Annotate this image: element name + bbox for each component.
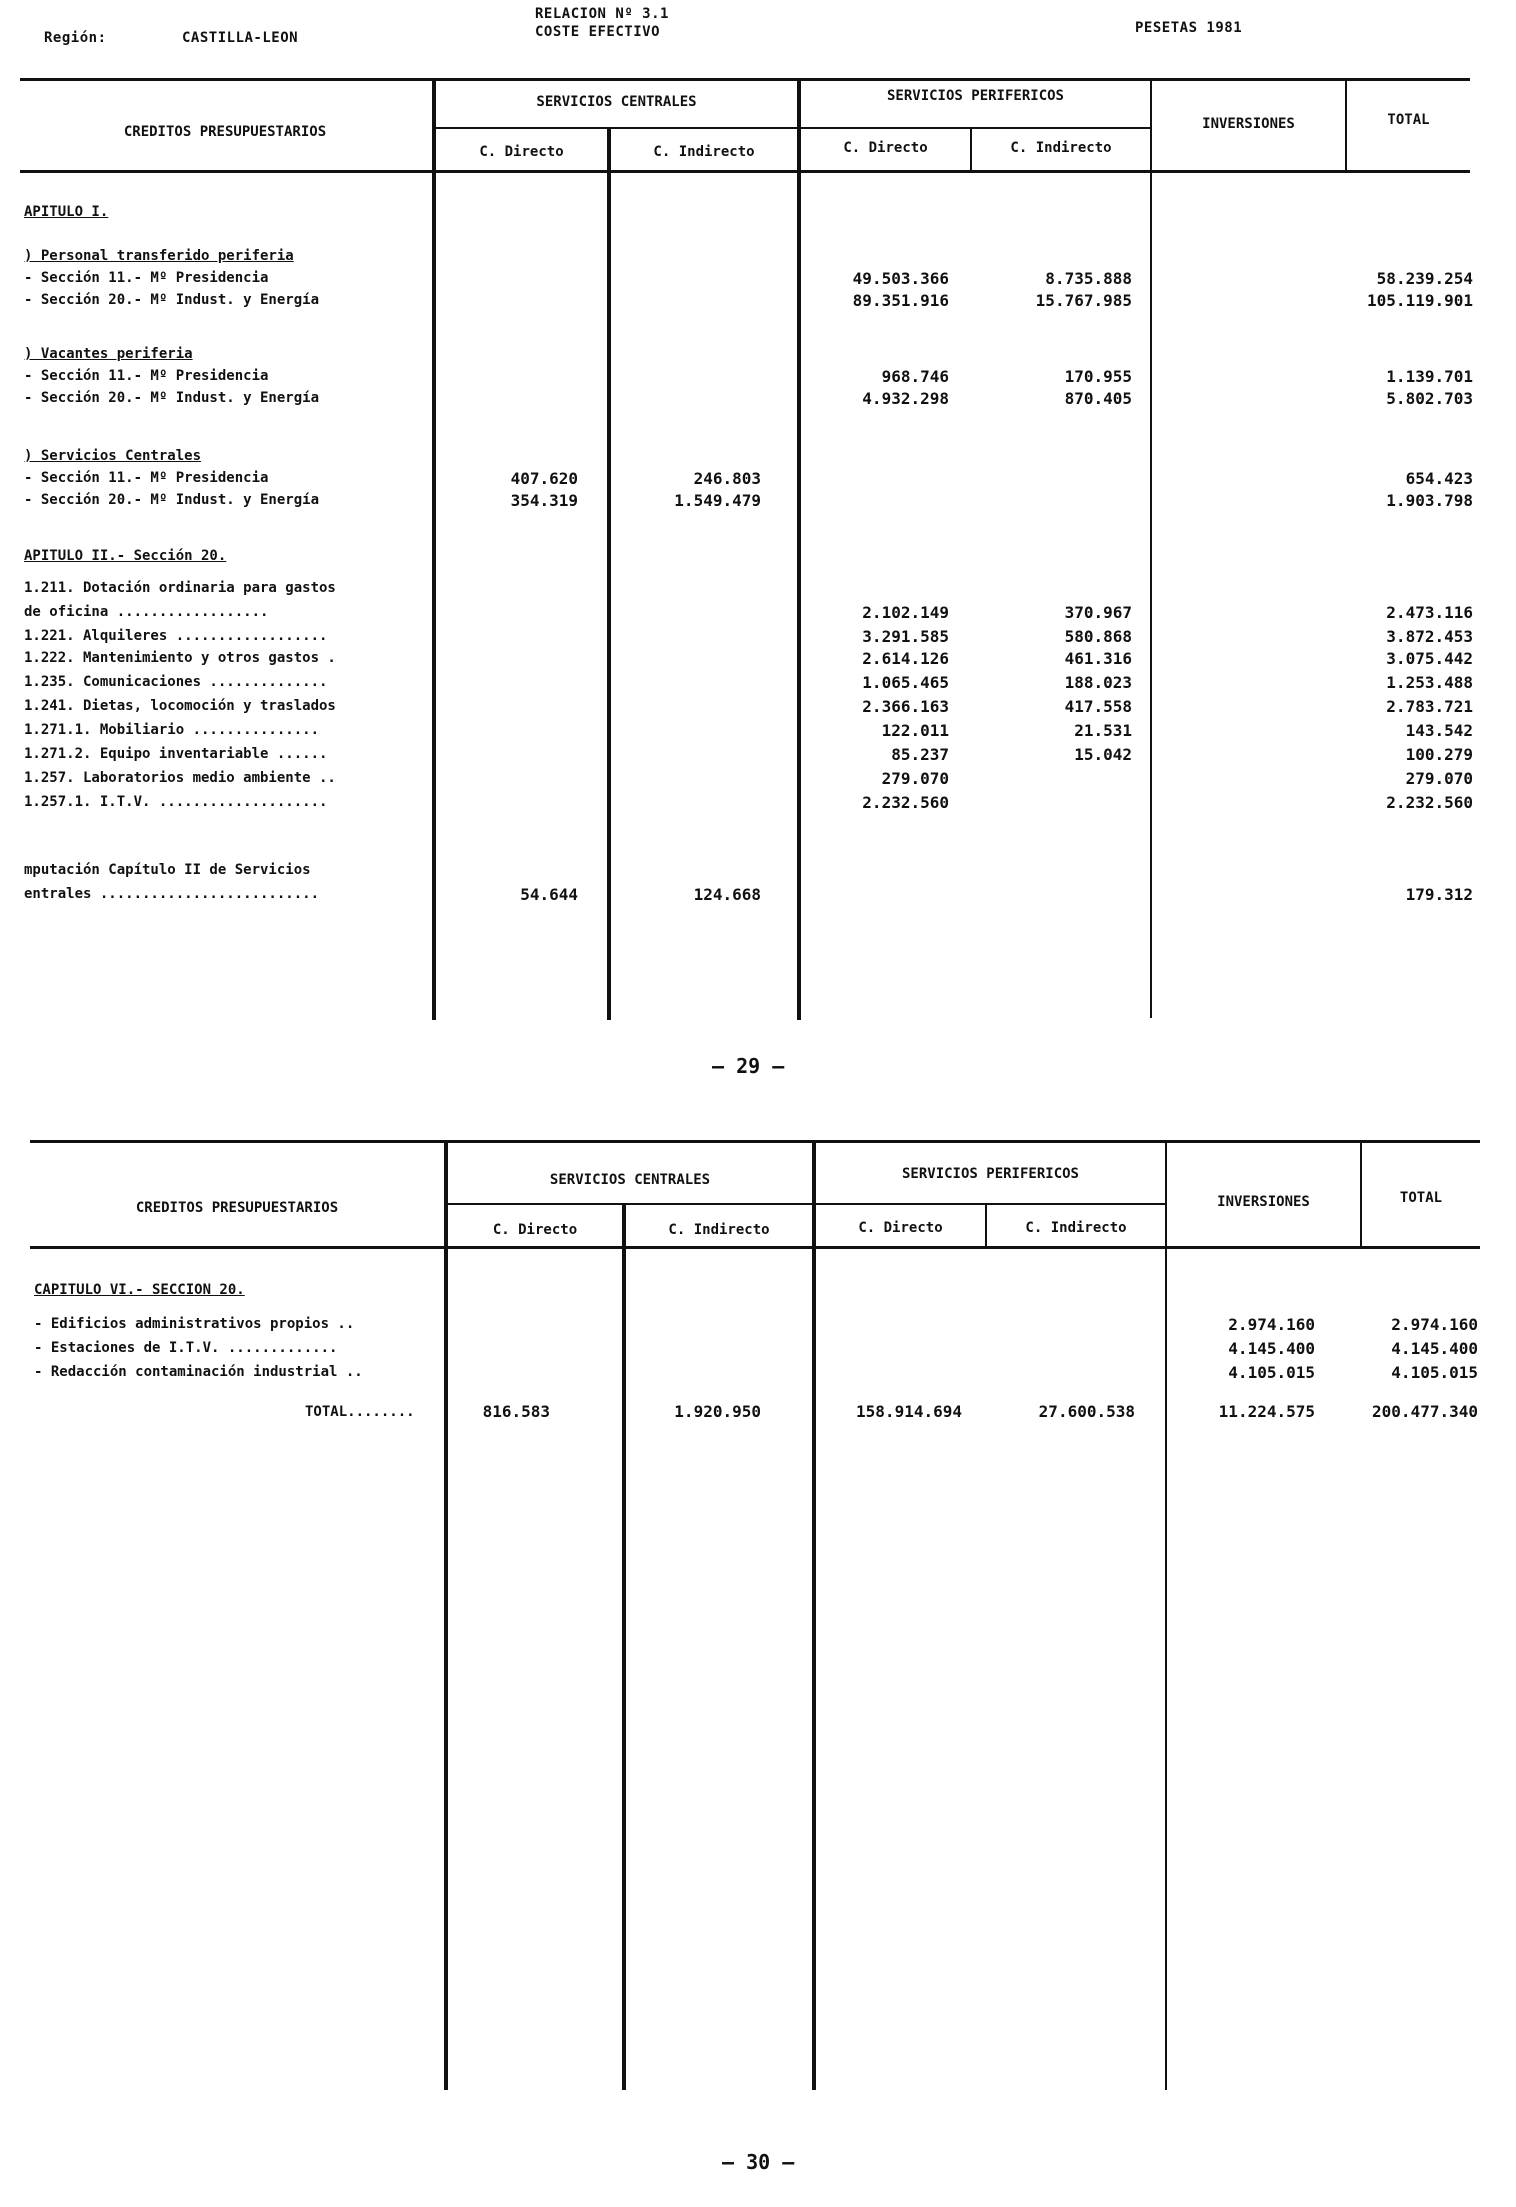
cell-sc-i: 124.668 <box>693 885 761 904</box>
cell-sp-i: 15.767.985 <box>1035 291 1132 310</box>
cell-total: 5.802.703 <box>1386 389 1473 408</box>
col-head-serv-centrales: SERVICIOS CENTRALES <box>549 1172 711 1188</box>
cell-sp-i: 417.558 <box>1064 697 1132 716</box>
cell-sp-d: 2.366.163 <box>862 697 949 716</box>
col-head-c-indirecto: C. Indirecto <box>1025 1220 1127 1236</box>
table1-vline <box>432 78 436 1020</box>
cell-total: 143.542 <box>1405 721 1473 740</box>
row-label: ) Personal transferido periferia <box>24 248 294 264</box>
table2-header-rule <box>30 1246 1480 1249</box>
row-label: ) Vacantes periferia <box>24 346 193 362</box>
col-head-c-indirecto: C. Indirecto <box>668 1222 770 1238</box>
cell-sp-d: 279.070 <box>881 769 949 788</box>
cell-sp-d: 49.503.366 <box>852 269 949 288</box>
cell-sp-d: 2.232.560 <box>862 793 949 812</box>
cell-total: 2.974.160 <box>1391 1315 1478 1334</box>
table1-subheader-rule <box>435 127 1150 129</box>
table1-vline <box>1150 78 1152 1018</box>
row-label: - Estaciones de I.T.V. ............. <box>34 1340 338 1356</box>
total-cell-sc-i: 1.920.950 <box>674 1402 761 1421</box>
col-head-inversiones: INVERSIONES <box>1202 116 1295 132</box>
row-label: - Sección 20.- Mº Indust. y Energía <box>24 292 320 308</box>
row-label: 1.271.1. Mobiliario ............... <box>24 722 320 738</box>
cell-sp-i: 188.023 <box>1064 673 1132 692</box>
cell-inv: 4.145.400 <box>1228 1339 1315 1358</box>
col-head-c-indirecto: C. Indirecto <box>653 144 755 160</box>
cell-sp-d: 122.011 <box>881 721 949 740</box>
cell-total: 100.279 <box>1405 745 1473 764</box>
table2-top-rule <box>30 1140 1480 1143</box>
table1-vline <box>797 78 801 1020</box>
relacion-label: RELACION Nº 3.1 <box>535 6 669 22</box>
row-label: 1.271.2. Equipo inventariable ...... <box>24 746 328 762</box>
cell-total: 4.145.400 <box>1391 1339 1478 1358</box>
table1-header-rule <box>20 170 1470 173</box>
col-head-creditos: CREDITOS PRESUPUESTARIOS <box>135 1200 339 1216</box>
cell-sp-i: 580.868 <box>1064 627 1132 646</box>
row-label: - Sección 11.- Mº Presidencia <box>24 368 269 384</box>
table2-vline <box>812 1140 816 2090</box>
cell-total: 4.105.015 <box>1391 1363 1478 1382</box>
row-label: 1.221. Alquileres .................. <box>24 628 328 644</box>
row-label: - Sección 20.- Mº Indust. y Energía <box>24 492 320 508</box>
col-head-c-directo: C. Directo <box>843 140 928 156</box>
total-cell-inv: 11.224.575 <box>1218 1402 1315 1421</box>
cell-total: 2.783.721 <box>1386 697 1473 716</box>
cell-sp-i: 21.531 <box>1074 721 1132 740</box>
row-label: - Sección 20.- Mº Indust. y Energía <box>24 390 320 406</box>
cell-total: 179.312 <box>1405 885 1473 904</box>
cell-sp-d: 2.102.149 <box>862 603 949 622</box>
cell-sp-d: 85.237 <box>891 745 949 764</box>
cell-sp-d: 89.351.916 <box>852 291 949 310</box>
total-cell-sp-d: 158.914.694 <box>856 1402 962 1421</box>
col-head-total: TOTAL <box>1387 112 1430 128</box>
pesetas-label: PESETAS 1981 <box>1135 20 1243 36</box>
cell-sp-d: 968.746 <box>881 367 949 386</box>
col-head-serv-centrales: SERVICIOS CENTRALES <box>536 94 697 110</box>
row-label: 1.257.1. I.T.V. .................... <box>24 794 328 810</box>
cell-total: 2.232.560 <box>1386 793 1473 812</box>
row-label: CAPITULO VI.- SECCION 20. <box>34 1282 245 1298</box>
cell-sc-d: 407.620 <box>510 469 578 488</box>
total-cell-sc-d: 816.583 <box>482 1402 550 1421</box>
col-head-serv-perifericos: SERVICIOS PERIFERICOS <box>901 1166 1079 1182</box>
row-label: mputación Capítulo II de Servicios <box>24 862 311 878</box>
col-head-creditos: CREDITOS PRESUPUESTARIOS <box>123 124 327 140</box>
row-label: ) Servicios Centrales <box>24 448 202 464</box>
cell-sp-i: 170.955 <box>1064 367 1132 386</box>
cell-sp-d: 3.291.585 <box>862 627 949 646</box>
row-label: entrales .......................... <box>24 886 320 902</box>
cell-sc-i: 1.549.479 <box>674 491 761 510</box>
row-label: APITULO II.- Sección 20. <box>24 548 227 564</box>
cell-total: 1.139.701 <box>1386 367 1473 386</box>
row-label: 1.222. Mantenimiento y otros gastos . <box>24 650 336 666</box>
cell-sc-d: 54.644 <box>520 885 578 904</box>
col-head-serv-perifericos: SERVICIOS PERIFERICOS <box>886 88 1064 104</box>
cell-sp-i: 8.735.888 <box>1045 269 1132 288</box>
cell-inv: 4.105.015 <box>1228 1363 1315 1382</box>
cell-sp-i: 370.967 <box>1064 603 1132 622</box>
total-row-label: TOTAL........ <box>305 1404 415 1420</box>
col-head-c-indirecto: C. Indirecto <box>1010 140 1112 156</box>
table2-vline <box>1165 1140 1167 2090</box>
row-label: - Sección 11.- Mº Presidencia <box>24 270 269 286</box>
cell-sp-d: 4.932.298 <box>862 389 949 408</box>
cell-total: 1.903.798 <box>1386 491 1473 510</box>
table2-vline <box>444 1140 448 2090</box>
row-label: 1.211. Dotación ordinaria para gastos <box>24 580 336 596</box>
cell-sp-d: 1.065.465 <box>862 673 949 692</box>
row-label: 1.257. Laboratorios medio ambiente .. <box>24 770 336 786</box>
cell-sp-d: 2.614.126 <box>862 649 949 668</box>
row-label: - Sección 11.- Mº Presidencia <box>24 470 269 486</box>
region-value: CASTILLA-LEON <box>182 30 299 46</box>
table1-top-rule <box>20 78 1470 81</box>
cell-sp-i: 461.316 <box>1064 649 1132 668</box>
col-head-c-directo: C. Directo <box>492 1222 578 1238</box>
cell-total: 3.075.442 <box>1386 649 1473 668</box>
col-head-inversiones: INVERSIONES <box>1217 1194 1310 1210</box>
coste-label: COSTE EFECTIVO <box>535 24 661 40</box>
page-number: — 29 — <box>712 1054 785 1078</box>
region-label: Región: <box>44 30 107 46</box>
cell-sp-i: 15.042 <box>1074 745 1132 764</box>
table2-subheader-rule <box>447 1203 1165 1205</box>
cell-total: 105.119.901 <box>1367 291 1473 310</box>
table2-vline <box>622 1203 626 2090</box>
row-label: 1.241. Dietas, locomoción y traslados <box>24 698 336 714</box>
cell-total: 279.070 <box>1405 769 1473 788</box>
cell-total: 1.253.488 <box>1386 673 1473 692</box>
cell-total: 3.872.453 <box>1386 627 1473 646</box>
col-head-c-directo: C. Directo <box>479 144 564 160</box>
cell-sc-i: 246.803 <box>693 469 761 488</box>
row-label: APITULO I. <box>24 204 109 220</box>
cell-inv: 2.974.160 <box>1228 1315 1315 1334</box>
col-head-c-directo: C. Directo <box>858 1220 943 1236</box>
cell-total: 654.423 <box>1405 469 1473 488</box>
row-label: - Redacción contaminación industrial .. <box>34 1364 363 1380</box>
row-label: de oficina .................. <box>24 604 269 620</box>
cell-sp-i: 870.405 <box>1064 389 1132 408</box>
total-cell-sp-i: 27.600.538 <box>1038 1402 1135 1421</box>
page-number: — 30 — <box>722 2150 795 2174</box>
cell-sc-d: 354.319 <box>510 491 578 510</box>
total-cell-total: 200.477.340 <box>1372 1402 1478 1421</box>
cell-total: 2.473.116 <box>1386 603 1473 622</box>
row-label: - Edificios administrativos propios .. <box>34 1316 355 1332</box>
cell-total: 58.239.254 <box>1376 269 1473 288</box>
row-label: 1.235. Comunicaciones .............. <box>24 674 328 690</box>
col-head-total: TOTAL <box>1399 1190 1443 1206</box>
